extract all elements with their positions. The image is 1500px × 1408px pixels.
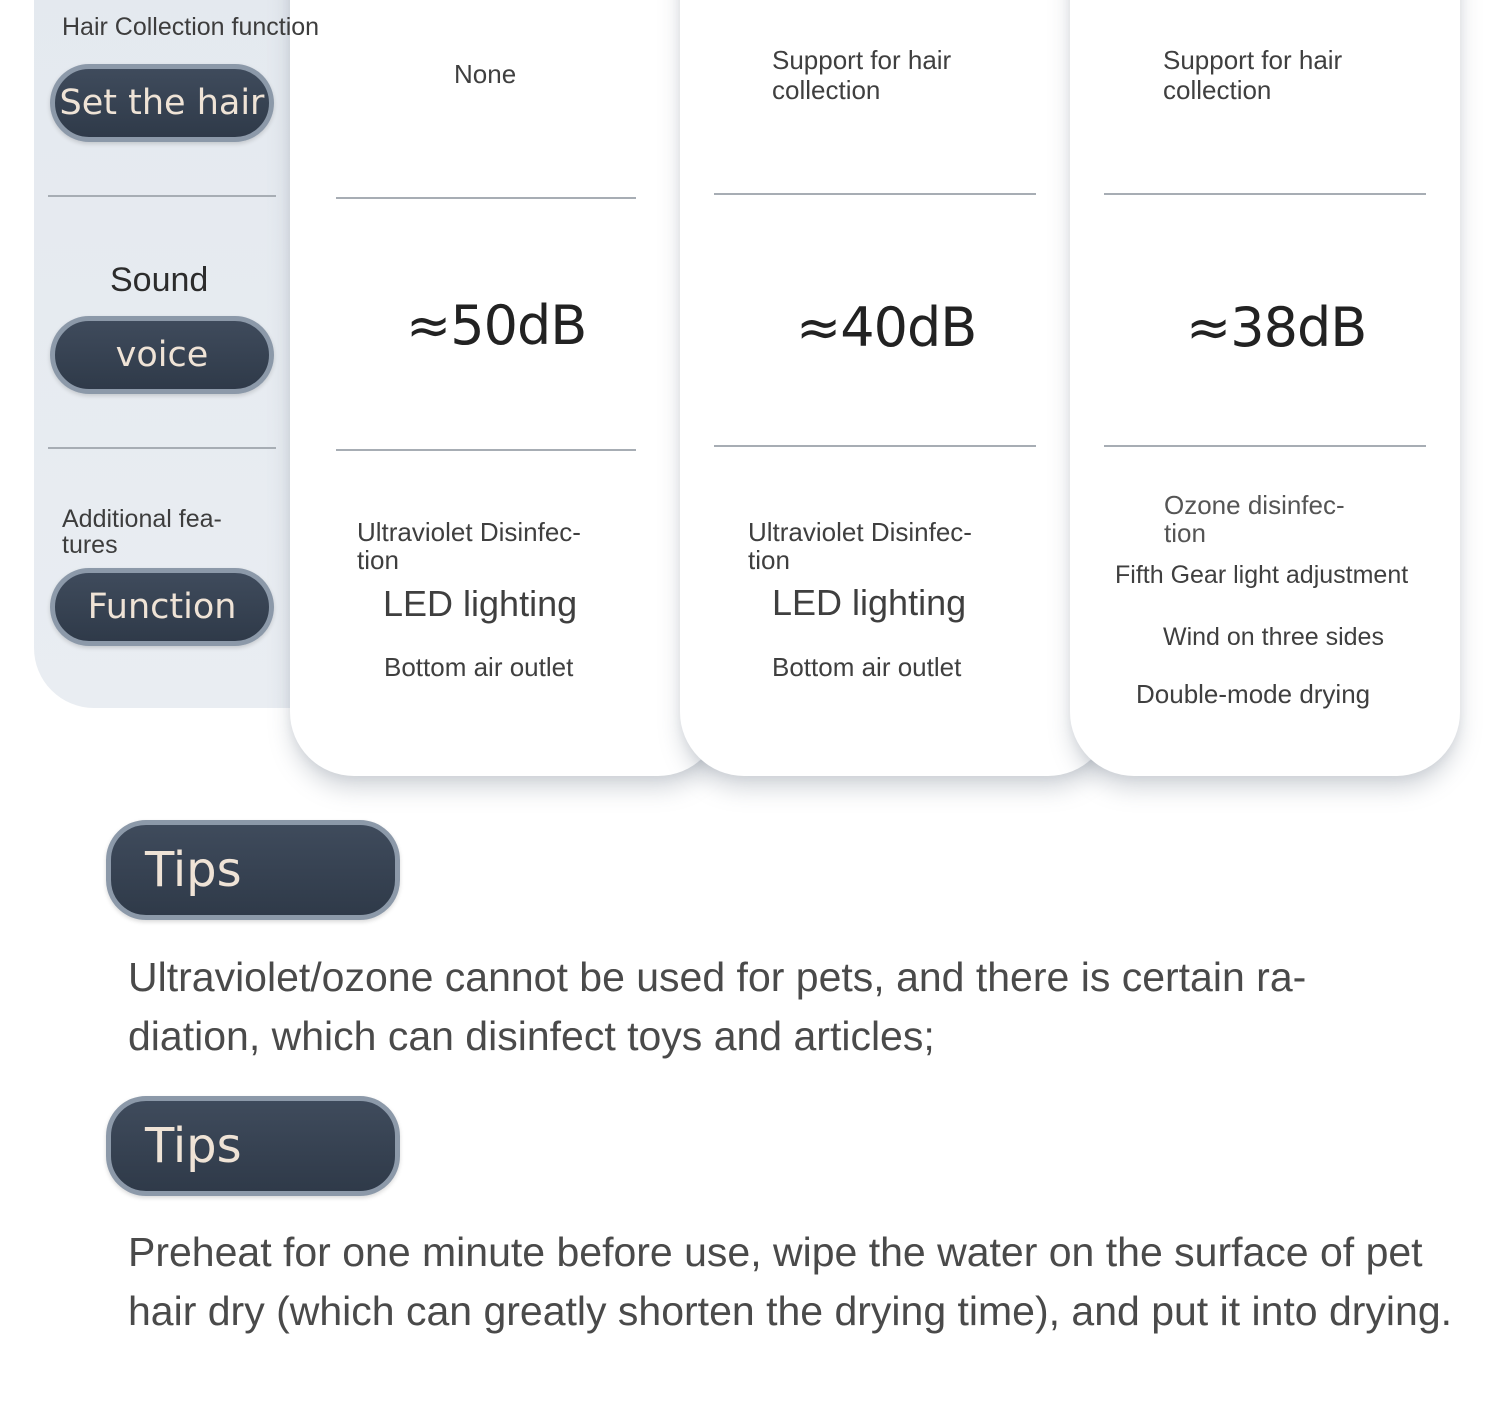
col1-feature-uv: Ultraviolet Disinfec- tion	[357, 517, 581, 575]
col3-hair-value: Support for hair collection	[1163, 45, 1343, 105]
col1-feature-outlet: Bottom air outlet	[384, 652, 574, 682]
col3-divider	[1104, 445, 1426, 447]
tip-text: Ultraviolet/ozone cannot be used for pets, and there is certain ra- diation, which can disinfect toys and articles;	[128, 954, 1307, 1059]
row-divider	[48, 447, 276, 449]
col3-feature-ozone: Ozone disinfec- tion	[1164, 490, 1345, 548]
sound-row-pill: voice	[50, 316, 274, 394]
col1-divider	[336, 449, 636, 451]
tips-badge: Tips	[106, 1096, 400, 1196]
col2-divider	[714, 193, 1036, 195]
col3-sound-value: ≈38dB	[1186, 296, 1367, 359]
col2-divider	[714, 445, 1036, 447]
col1-sound-value: ≈50dB	[406, 294, 587, 357]
features-row-caption: Additional fea- tures	[62, 505, 222, 559]
col3-feature-drying: Double-mode drying	[1136, 679, 1371, 709]
hair-row-caption: Hair Collection function	[62, 13, 320, 41]
col1-feature-led: LED lighting	[383, 583, 578, 624]
sound-row-caption: Sound	[110, 261, 209, 299]
model-card-3	[1070, 0, 1460, 776]
hair-row-pill: Set the hair	[50, 64, 274, 142]
col2-sound-value: ≈40dB	[796, 296, 977, 359]
col1-divider	[336, 197, 636, 199]
col3-divider	[1104, 193, 1426, 195]
tips-badge: Tips	[106, 820, 400, 920]
col3-feature-light: Fifth Gear light adjustment	[1115, 561, 1409, 589]
col2-feature-outlet: Bottom air outlet	[772, 652, 962, 682]
col2-feature-uv: Ultraviolet Disinfec- tion	[748, 517, 972, 575]
col3-feature-wind: Wind on three sides	[1163, 623, 1384, 651]
col1-hair-value: None	[454, 59, 517, 89]
col2-feature-led: LED lighting	[772, 582, 967, 623]
tip-text: Preheat for one minute before use, wipe the water on the surface of pet hair dry (which can greatly shorten the drying time), and put it into drying.	[128, 1229, 1453, 1334]
col2-hair-value: Support for hair collection	[772, 45, 952, 105]
row-divider	[48, 195, 276, 197]
features-row-pill: Function	[50, 568, 274, 646]
